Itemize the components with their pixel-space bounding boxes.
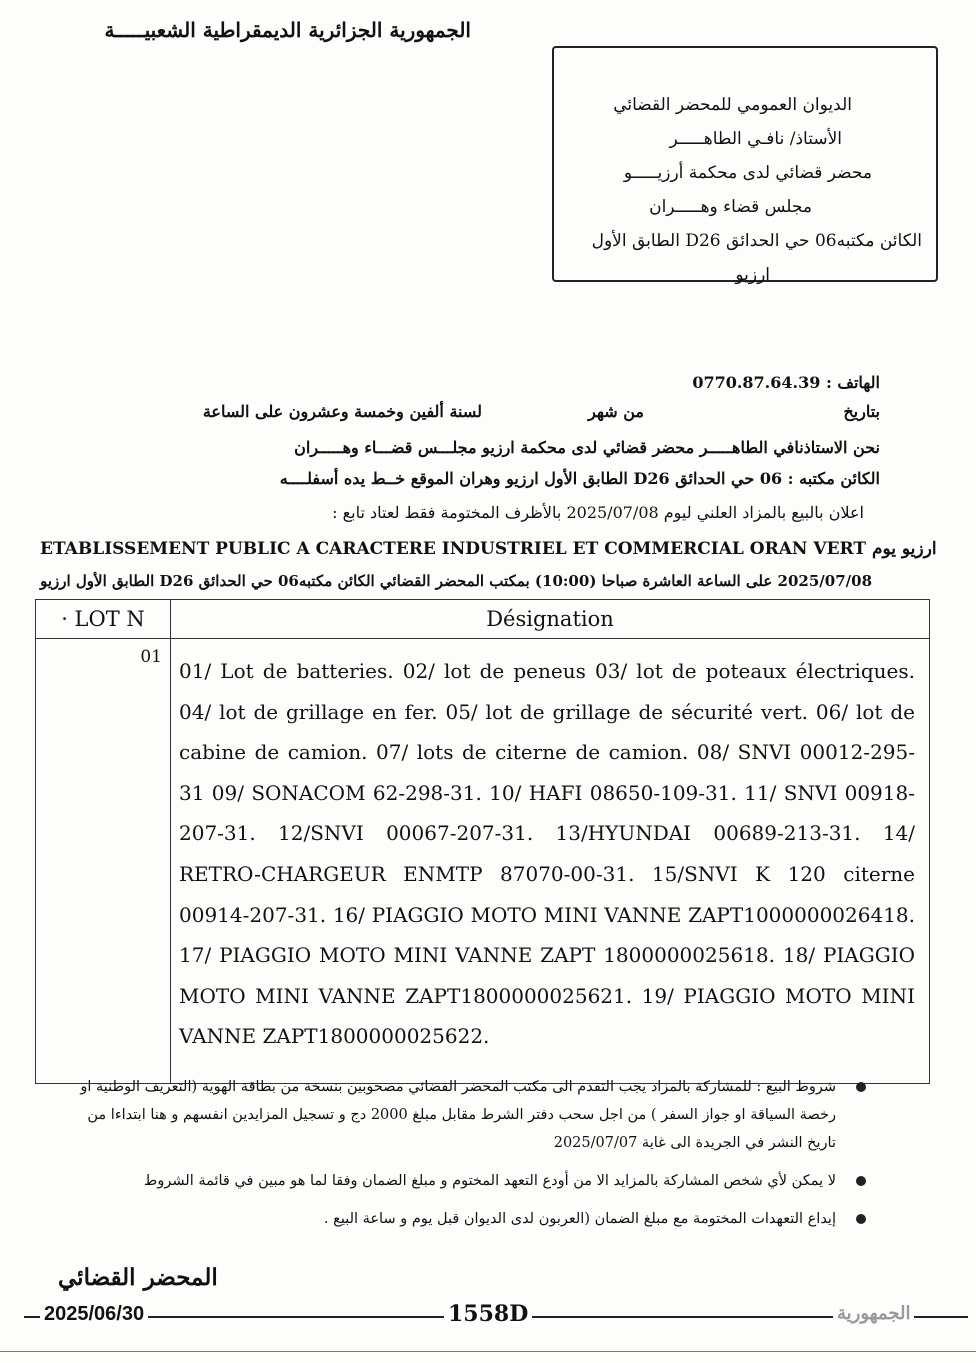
lot-designation: 01/ Lot de batteries. 02/ lot de peneus 03/ lot de poteaux électriques. 04/ lot de grillage en fer. 05/ lot de grillage de sécurité vert. 06/ lot de cabine de camion. 07/ lots de citerne de camion. 08/ SNVI 00012-295-31 09/ SONACOM 62-298-31. 10/ HAFI 08650-109-31. 11/ SNVI 00918-207-31. 12/SNVI 00067-207-31. 13/HYUNDAI 00689-213-31. 14/ RETRO-CHARGEUR ENMTP 87070-00-31. 15/SNVI K 120 citerne 00914-207-31. 16/ PIAGGIO MOTO MINI VANNE ZAPT1000000026418. 17/ PIAGGIO MOTO MINI VANNE ZAPT 1800000025618. 18/ PIAGGIO MOTO MINI VANNE ZAPT1800000025621. 19/ PIAGGIO MOTO MINI VANNE ZAPT1800000025622.	[171, 639, 930, 1084]
condition-text: لا يمكن لأي شخص المشاركة بالمزايد الا من أودع التعهد المختوم و مبلغ الضمان وفقا لما هو مبين في قائمة الشروط	[143, 1173, 836, 1189]
footer-code: 1558D	[444, 1301, 532, 1327]
office-line-3: محضر قضائي لدى محكمة أرزيـــــو	[623, 163, 872, 183]
table-header-row	[36, 600, 930, 639]
signature-title: المحضر القضائي	[58, 1264, 218, 1291]
bullet-icon	[856, 1082, 866, 1092]
auction-announcement: اعلان بالبيع بالمزاد العلني ليوم 2025/07/08 بالأظرف المختومة فقط لعتاد تابع :	[332, 503, 864, 522]
office-line-6: ارزيو	[735, 265, 770, 285]
condition-item	[76, 1073, 836, 1157]
table-row	[36, 639, 930, 1084]
office-line-1: الديوان العمومي للمحضر القضائي	[613, 95, 852, 115]
column-header-lot: · LOT N	[36, 600, 171, 639]
newspaper-logo: الجمهورية	[833, 1303, 914, 1324]
office-line-4: مجلس قضاء وهـــــران	[649, 197, 812, 217]
bailiff-address: الكائن مكتبه : 06 حي الحدائق D26 الطابق الأول ارزيو وهران الموقع خــط يده أسفلــــه	[279, 469, 880, 488]
republic-header: الجمهورية الجزائرية الديمقراطية الشعبيـــــة	[104, 18, 471, 42]
company-line: ETABLISSEMENT PUBLIC A CARACTERE INDUSTRIEL ET COMMERCIAL ORAN VERT ارزيو يوم	[40, 539, 937, 559]
office-line-5: الكائن مكتبه06 حي الحدائق D26 الطابق الأول	[591, 231, 922, 251]
sale-conditions	[76, 1073, 836, 1243]
condition-text: شروط البيع : للمشاركة بالمزاد يجب التقدم الى مكتب المحضر القضائي مصحوبين بنسخة من بطاقة الهوية (التعريف الوطنية او رخصة السياقة او جواز السفر ) من اجل سحب دفتر الشرط مقابل مبلغ 2000 دج و تسجيل المزايدين انفسهم و هنا ابتداءا من تاريخ النشر في الجريدة الى غاية 2025/07/07	[80, 1079, 836, 1151]
year-text: لسنة ألفين وخمسة وعشرون على الساعة	[202, 402, 482, 421]
condition-text: إيداع التعهدات المختومة مع مبلغ الضمان (العربون لدى الديوان قبل يوم و ساعة البيع .	[323, 1211, 836, 1227]
lots-table	[35, 599, 930, 1084]
office-line-2: الأستاذ/ نافـي الطاهـــــر	[669, 129, 842, 149]
bullet-icon	[856, 1176, 866, 1186]
date-label: بتاريخ	[843, 402, 880, 421]
bailiff-statement: نحن الاستاذنافي الطاهـــــر محضر قضائي لدى محكمة ارزيو مجلـــس قضـــاء وهـــــران	[294, 438, 880, 457]
condition-item	[76, 1167, 836, 1195]
bullet-icon	[856, 1214, 866, 1224]
phone-number: 0770.87.64.39	[692, 373, 821, 392]
footer-date: 2025/06/30	[40, 1303, 148, 1326]
bailiff-office-box	[552, 46, 938, 285]
phone-label: الهاتف :	[825, 373, 880, 392]
bottom-rule	[0, 1351, 976, 1352]
condition-item	[76, 1205, 836, 1233]
lot-number: 01	[36, 639, 171, 1084]
phone-line	[100, 373, 880, 392]
column-header-designation: Désignation	[171, 600, 930, 639]
venue-line: 2025/07/08 على الساعة العاشرة صباحا (10:00) بمكتب المحضر القضائي الكائن مكتبه06 حي الحدائق D26 الطابق الأول ارزيو	[40, 572, 872, 590]
month-label: من شهر	[588, 402, 644, 421]
